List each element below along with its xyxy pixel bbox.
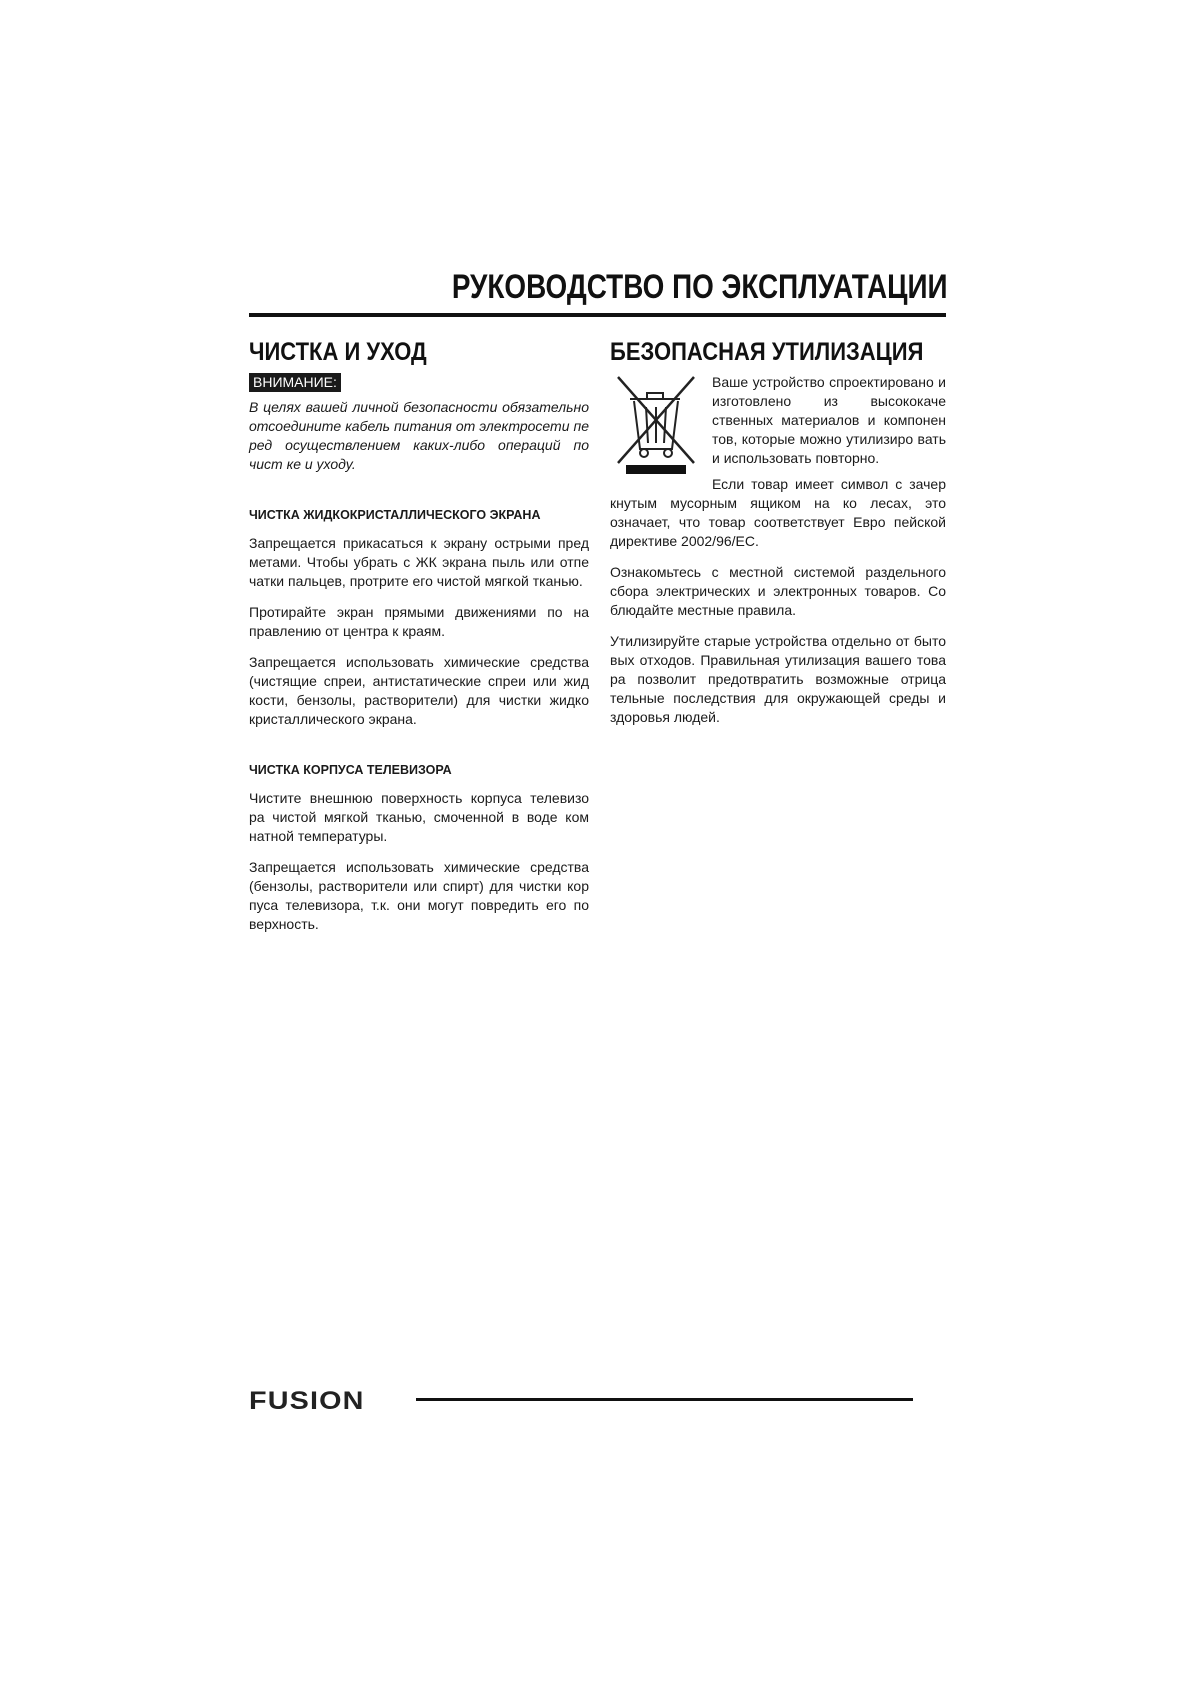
- disposal-paragraph: Ознакомьтесь с местной системой раздельного сбора электрических и электронных товаров. Со блюдайте местные правила.: [610, 564, 946, 618]
- lcd-cleaning-heading: ЧИСТКА ЖИДКОКРИСТАЛЛИЧЕСКОГО ЭКРАНА: [249, 508, 541, 522]
- brand-logo: FUSION: [249, 1387, 365, 1415]
- crossed-out-bin-icon: [610, 373, 702, 475]
- lcd-paragraph: Запрещается использовать химические средства (чистящие спреи, антистатические спреи или жид кости, бензолы, растворители) для чистки жидко кристаллического экрана.: [249, 654, 589, 727]
- header-divider: [249, 313, 946, 317]
- disposal-paragraph: Ваше устройство спроектировано и изготовлено из высококаче ственных материалов и компонен тов, которые можно утилизиро вать и использовать повторно.: [712, 374, 946, 466]
- warning-badge: ВНИМАНИЕ:: [249, 373, 341, 392]
- disposal-paragraph: Если товар имеет символ с зачер кнутым мусорным ящиком на ко лесах, это означает, что товар соответствует Евро пейской директиве 2002/96/EC.: [610, 476, 946, 549]
- lcd-paragraph: Протирайте экран прямыми движениями по на правлению от центра к краям.: [249, 604, 589, 639]
- cleaning-heading: ЧИСТКА И УХОД: [249, 338, 427, 366]
- warning-text: В целях вашей личной безопасности обязательно отсоедините кабель питания от электросети пе ред осуществлением каких-либо операций по чист ке и уходу.: [249, 399, 589, 472]
- page-title: РУКОВОДСТВО ПО ЭКСПЛУАТАЦИИ: [452, 268, 948, 306]
- lcd-paragraph: Запрещается прикасаться к экрану острыми пред метами. Чтобы убрать с ЖК экрана пыль или отпе чатки пальцев, протрите его чистой мягкой тканью.: [249, 535, 589, 589]
- cleaning-column: [249, 338, 589, 946]
- cabinet-paragraph: Чистите внешнюю поверхность корпуса телевизо ра чистой мягкой тканью, смоченной в воде ком натной температуры.: [249, 790, 589, 844]
- disposal-heading: БЕЗОПАСНАЯ УТИЛИЗАЦИЯ: [610, 338, 924, 366]
- disposal-column: [610, 338, 946, 739]
- cabinet-paragraph: Запрещается использовать химические средства (бензолы, растворители или спирт) для чистки кор пуса телевизора, т.к. они могут повредить его по верхность.: [249, 859, 589, 932]
- cabinet-cleaning-heading: ЧИСТКА КОРПУСА ТЕЛЕВИЗОРА: [249, 763, 452, 777]
- footer-divider: [416, 1398, 913, 1401]
- disposal-paragraph: Утилизируйте старые устройства отдельно от быто вых отходов. Правильная утилизация вашего това ра позволит предотвратить возможные отрица тельные последствия для окружающей среды и здоровья людей.: [610, 633, 946, 725]
